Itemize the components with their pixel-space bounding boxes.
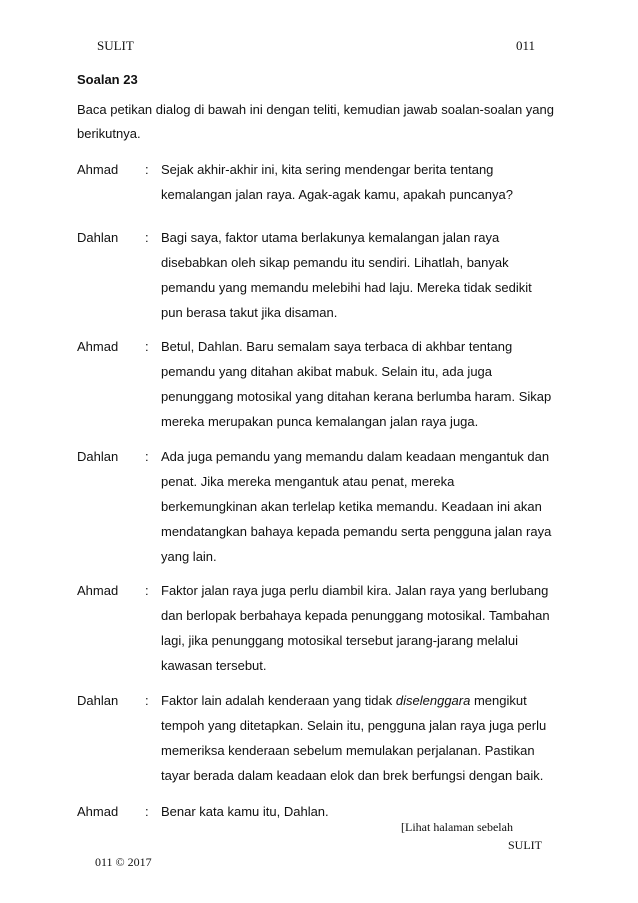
speaker-name: Ahmad <box>77 162 119 177</box>
dialogue-text <box>161 688 561 788</box>
dialogue-line: memeriksa kenderaan sebelum memulakan perjalanan. Pastikan <box>161 743 535 758</box>
dialogue-line: Sejak akhir-akhir ini, kita sering mendengar berita tentang <box>161 162 494 177</box>
dialogue-line: tayar berada dalam keadaan elok dan brek berfungsi dengan baik. <box>161 768 544 783</box>
dialogue-line: mendatangkan bahaya kepada pemandu serta pengguna jalan raya <box>161 524 552 539</box>
speaker-name: Dahlan <box>77 230 119 245</box>
dialogue-line: berkemungkinan akan terlelap ketika memandu. Keadaan ini akan <box>161 499 542 514</box>
dialogue-line: disebabkan oleh sikap pemandu itu sendiri. Lihatlah, banyak <box>161 255 509 270</box>
speaker-name: Dahlan <box>77 449 119 464</box>
speaker-separator: : <box>145 162 149 177</box>
speaker-name: Dahlan <box>77 693 119 708</box>
dialogue-line: pemandu yang ditahan akibat mabuk. Selain itu, ada juga <box>161 364 493 379</box>
dialogue-line: penat. Jika mereka mengantuk atau penat, mereka <box>161 474 455 489</box>
footer-sulit: SULIT <box>508 838 542 852</box>
speaker-name: Ahmad <box>77 804 119 819</box>
speaker-separator: : <box>145 804 149 819</box>
dialogue-line: Ada juga pemandu yang memandu dalam keadaan mengantuk dan <box>161 449 550 464</box>
speaker-separator: : <box>145 693 149 708</box>
speaker-separator: : <box>145 583 149 598</box>
dialogue-line: penunggang motosikal yang ditahan kerana berlumba haram. Sikap <box>161 389 552 404</box>
dialogue-text <box>161 157 561 207</box>
speaker-separator: : <box>145 449 149 464</box>
speaker-separator: : <box>145 339 149 354</box>
dialogue-line: yang lain. <box>161 549 217 564</box>
footer-code: 011 © 2017 <box>95 855 152 869</box>
dialogue-text <box>161 444 561 569</box>
dialogue-line: lagi, jika penunggang motosikal tersebut jarang-jarang melalui <box>161 633 518 648</box>
dialogue-line: Faktor lain adalah kenderaan yang tidak diselenggara mengikut <box>161 693 527 708</box>
question-intro: Baca petikan dialog di bawah ini dengan teliti, kemudian jawab soalan-soalan yang berikutnya. <box>77 102 554 141</box>
dialogue-line: tempoh yang ditetapkan. Selain itu, pengguna jalan raya juga perlu <box>161 718 547 733</box>
page-header-left: SULIT <box>97 38 134 53</box>
speaker-name: Ahmad <box>77 583 119 598</box>
page-header-right: 011 <box>516 38 536 53</box>
dialogue-line: kemalangan jalan raya. Agak-agak kamu, apakah puncanya? <box>161 187 513 202</box>
question-title: Soalan 23 <box>77 72 138 87</box>
dialogue-line: Benar kata kamu itu, Dahlan. <box>161 804 329 819</box>
dialogue-line: pun berasa takut jika disaman. <box>161 305 338 320</box>
dialogue-line: dan berlopak berbahaya kepada penunggang motosikal. Tambahan <box>161 608 550 623</box>
footer-note: [Lihat halaman sebelah <box>401 820 513 834</box>
speaker-separator: : <box>145 230 149 245</box>
dialogue-line: Bagi saya, faktor utama berlakunya kemalangan jalan raya <box>161 230 500 245</box>
dialogue-line: mereka merupakan punca kemalangan jalan raya juga. <box>161 414 479 429</box>
dialogue-text <box>161 225 561 325</box>
dialogue-line: Betul, Dahlan. Baru semalam saya terbaca di akhbar tentang <box>161 339 513 354</box>
dialogue-text <box>161 334 561 434</box>
dialogue-line: Faktor jalan raya juga perlu diambil kira. Jalan raya yang berlubang <box>161 583 549 598</box>
dialogue-line: kawasan tersebut. <box>161 658 267 673</box>
speaker-name: Ahmad <box>77 339 119 354</box>
dialogue-line: pemandu yang memandu melebihi had laju. Mereka tidak sedikit <box>161 280 532 295</box>
dialogue-text <box>161 578 561 678</box>
